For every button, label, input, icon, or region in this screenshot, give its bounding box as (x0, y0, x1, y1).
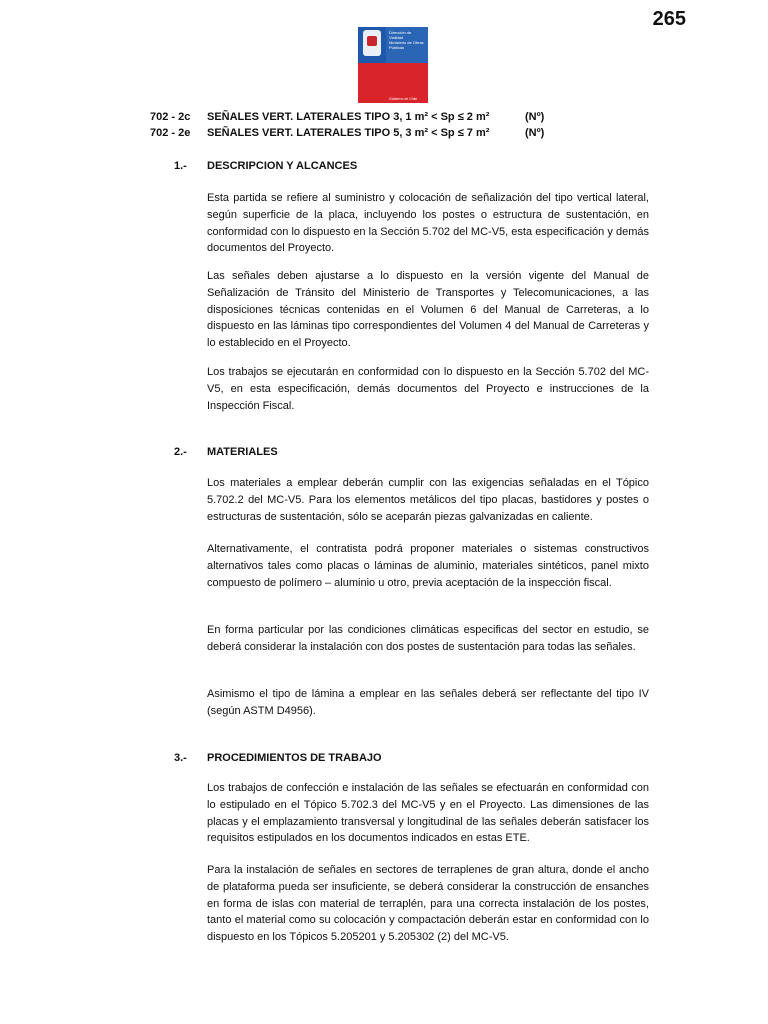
logo-org-line: Dirección de (389, 30, 412, 35)
page-number: 265 (652, 8, 686, 30)
section-number: 3.- (174, 752, 187, 764)
section-title: MATERIALES (207, 446, 278, 458)
item-unit: (Nº) (525, 111, 545, 123)
item-code: 702 - 2e (150, 127, 191, 139)
item-description: SEÑALES VERT. LATERALES TIPO 3, 1 m² < Sp ≤ 2 m² (207, 111, 490, 123)
ministry-logo (358, 27, 428, 103)
paragraph: Las señales deben ajustarse a lo dispuesto en la versión vigente del Manual de Señalización de Tránsito del Ministerio de Transportes y Telecomunicaciones, a las disposiciones técnicas contenidas en el Volumen 6 del Manual de Carreteras, a lo dispuesto en las láminas tipo correspondientes del Volumen 4 del Manual de Carreteras y lo establecido en el Proyecto. (207, 270, 649, 350)
logo-org-text (389, 30, 427, 50)
coat-of-arms-icon (363, 30, 381, 56)
paragraph: Alternativamente, el contratista podrá proponer materiales o sistemas constructivos alternativos tales como placas o láminas de aluminio, materiales sintéticos, panel mixto compuesto de polímero – aluminio u otro, previa aceptación de la inspección fiscal. (207, 543, 649, 589)
logo-org-line: Ministerio de Obras (389, 40, 424, 45)
paragraph: Esta partida se refiere al suministro y colocación de señalización del tipo vertical lateral, según superficie de la placa, incluyendo los postes o estructura de sustentación, en conformidad con lo dispuesto en la Sección 5.702 del MC-V5, esta especificación y demás documentos del Proyecto. (207, 192, 649, 255)
logo-footer-text: Gobierno de Chile (389, 97, 418, 101)
item-code: 702 - 2c (150, 111, 191, 123)
section-number: 1.- (174, 160, 187, 172)
item-unit: (Nº) (525, 127, 545, 139)
paragraph: En forma particular por las condiciones climáticas especificas del sector en estudio, se deberá considerar la instalación con dos postes de sustentación para todas las señales. (207, 624, 649, 653)
paragraph: Los trabajos de confección e instalación de las señales se efectuarán en conformidad con lo estipulado en el Tópico 5.702.3 del MC-V5 y en el Proyecto. Las dimensiones de las placas y el emplazamiento transversal y longitudinal de las señales deberán satisfacer los requisitos estipulados en los documentos indicados en estas ETE. (207, 782, 649, 845)
paragraph: Los materiales a emplear deberán cumplir con las exigencias señaladas en el Tópico 5.702.2 del MC-V5. Para los elementos metálicos del tipo placas, bastidores y postes o estructuras de sustentación, sólo se aceparán piezas galvanizadas en caliente. (207, 477, 649, 523)
logo-org-line: Vialidad (389, 35, 404, 40)
item-description: SEÑALES VERT. LATERALES TIPO 5, 3 m² < Sp ≤ 7 m² (207, 127, 490, 139)
paragraph: Los trabajos se ejecutarán en conformidad con lo dispuesto en la Sección 5.702 del MC-V5, en esta especificación, demás documentos del Proyecto e instrucciones de la Inspección Fiscal. (207, 366, 649, 412)
paragraph: Asimismo el tipo de lámina a emplear en las señales deberá ser reflectante del tipo IV (según ASTM D4956). (207, 688, 649, 717)
logo-org-line: Públicas (389, 45, 405, 50)
section-title: DESCRIPCION Y ALCANCES (207, 160, 358, 172)
section-number: 2.- (174, 446, 187, 458)
paragraph: Para la instalación de señales en sectores de terraplenes de gran altura, donde el ancho de plataforma pueda ser insuficiente, se deberá considerar la construcción de ensanches en forma de islas con material de terraplén, para una correcta instalación de los postes, tanto el material como su colocación y compactación deberán estar en conformidad con lo dispuesto en los Tópicos 5.205201 y 5.205302 (2) del MC-V5. (207, 864, 649, 944)
section-title: PROCEDIMIENTOS DE TRABAJO (207, 752, 382, 764)
